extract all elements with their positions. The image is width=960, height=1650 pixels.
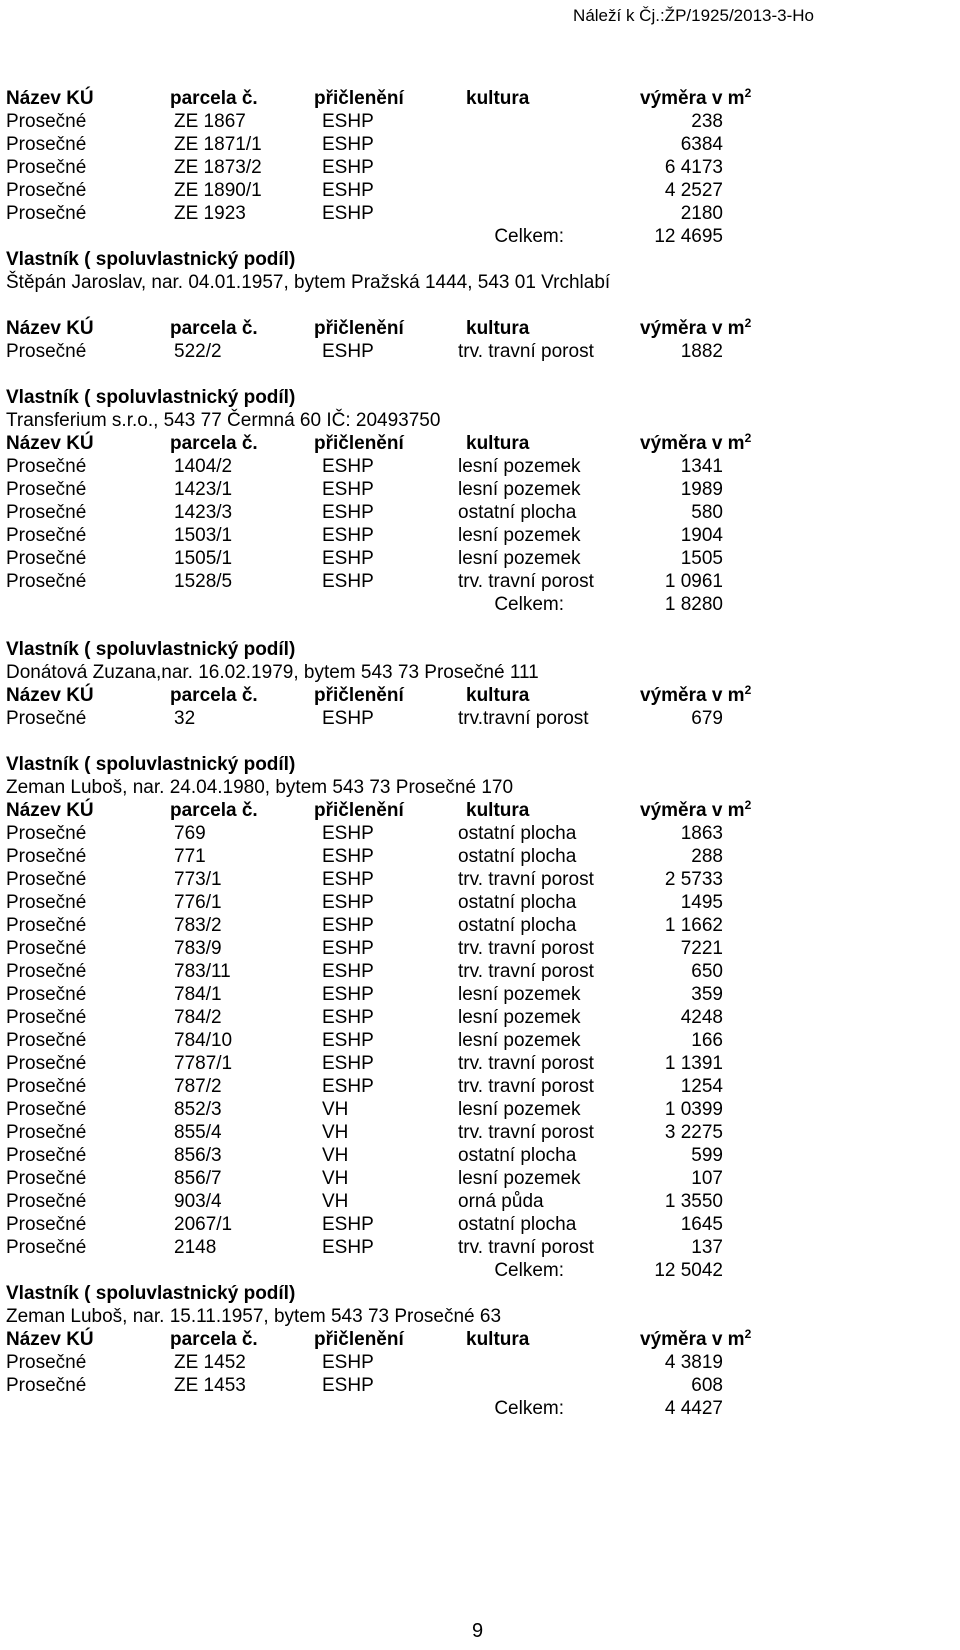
table-header <box>0 1328 960 1352</box>
cell-kultura: orná půda <box>458 1191 544 1212</box>
cell-vymera: 6384 <box>680 134 723 155</box>
cell-parcela: 856/3 <box>174 1145 222 1166</box>
cell-parcela: 784/2 <box>174 1007 222 1028</box>
cell-pricleneni: ESHP <box>322 341 374 362</box>
cell-kultura: lesní pozemek <box>458 479 581 500</box>
cell-vymera: 599 <box>691 1145 723 1166</box>
cell-pricleneni: ESHP <box>322 846 374 867</box>
cell-nazev-ku: Prosečné <box>6 134 87 155</box>
owner-heading-text: Vlastník ( spoluvlastnický podíl) <box>6 639 296 660</box>
header-kultura: kultura <box>466 800 530 821</box>
cell-nazev-ku: Prosečné <box>6 915 87 936</box>
cell-kultura: trv. travní porost <box>458 1076 594 1097</box>
header-vymera <box>640 317 751 342</box>
cell-kultura: trv. travní porost <box>458 1053 594 1074</box>
cell-kultura: lesní pozemek <box>458 1007 581 1028</box>
cell-pricleneni: VH <box>322 1145 349 1166</box>
cell-parcela: 771 <box>174 846 206 867</box>
cell-nazev-ku: Prosečné <box>6 1076 87 1097</box>
cell-parcela: ZE 1873/2 <box>174 157 262 178</box>
cell-kultura: lesní pozemek <box>458 1030 581 1051</box>
cell-vymera: 1495 <box>680 892 723 913</box>
cell-pricleneni: ESHP <box>322 479 374 500</box>
header-vymera-exponent: 2 <box>744 86 752 100</box>
table-row <box>0 1374 960 1398</box>
cell-kultura: lesní pozemek <box>458 525 581 546</box>
header-kultura: kultura <box>466 318 530 339</box>
cell-kultura: ostatní plocha <box>458 915 577 936</box>
total-value: 4 4427 <box>664 1398 723 1419</box>
header-pricleneni: přičlenění <box>314 318 404 339</box>
cell-nazev-ku: Prosečné <box>6 1122 87 1143</box>
cell-parcela: 787/2 <box>174 1076 222 1097</box>
cell-pricleneni: ESHP <box>322 111 374 132</box>
cell-vymera: 2180 <box>680 203 723 224</box>
cell-kultura: ostatní plocha <box>458 892 577 913</box>
cell-vymera: 166 <box>691 1030 723 1051</box>
cell-parcela: 1423/3 <box>174 502 233 523</box>
cell-pricleneni: VH <box>322 1122 349 1143</box>
cell-kultura: ostatní plocha <box>458 502 577 523</box>
cell-vymera: 1341 <box>680 456 723 477</box>
cell-parcela: ZE 1453 <box>174 1375 246 1396</box>
cell-vymera: 6 4173 <box>664 157 723 178</box>
header-vymera-label: výměra v m <box>640 685 745 706</box>
total-label: Celkem: <box>494 226 564 247</box>
cell-pricleneni: ESHP <box>322 1237 374 1258</box>
header-vymera <box>640 432 751 457</box>
cell-pricleneni: ESHP <box>322 1214 374 1235</box>
cell-vymera: 1645 <box>680 1214 723 1235</box>
cell-pricleneni: ESHP <box>322 134 374 155</box>
header-kultura: kultura <box>466 1329 530 1350</box>
table-row <box>0 1052 960 1076</box>
cell-vymera: 1 1391 <box>664 1053 723 1074</box>
cell-kultura: ostatní plocha <box>458 1214 577 1235</box>
cell-vymera: 1989 <box>680 479 723 500</box>
table-row <box>0 937 960 961</box>
cell-nazev-ku: Prosečné <box>6 1007 87 1028</box>
cell-parcela: 852/3 <box>174 1099 222 1120</box>
owner-heading <box>0 248 960 272</box>
cell-pricleneni: ESHP <box>322 1375 374 1396</box>
cell-pricleneni: ESHP <box>322 1053 374 1074</box>
table-row <box>0 1167 960 1191</box>
cell-pricleneni: ESHP <box>322 502 374 523</box>
total-row <box>0 593 960 617</box>
header-pricleneni: přičlenění <box>314 800 404 821</box>
cell-pricleneni: VH <box>322 1168 349 1189</box>
owner-heading <box>0 753 960 777</box>
header-parcela: parcela č. <box>170 1329 258 1350</box>
cell-kultura: trv. travní porost <box>458 961 594 982</box>
cell-vymera: 650 <box>691 961 723 982</box>
cell-kultura: trv. travní porost <box>458 1122 594 1143</box>
cell-nazev-ku: Prosečné <box>6 456 87 477</box>
header-pricleneni: přičlenění <box>314 1329 404 1350</box>
header-vymera <box>640 799 751 824</box>
cell-vymera: 1 1662 <box>664 915 723 936</box>
table-row <box>0 868 960 892</box>
cell-parcela: ZE 1452 <box>174 1352 246 1373</box>
reference-number: Náleží k Čj.:ŽP/1925/2013-3-Ho <box>573 6 814 25</box>
owner-heading-text: Vlastník ( spoluvlastnický podíl) <box>6 754 296 775</box>
cell-nazev-ku: Prosečné <box>6 157 87 178</box>
cell-vymera: 1 0399 <box>664 1099 723 1120</box>
cell-parcela: 783/11 <box>174 961 231 982</box>
header-vymera <box>640 1328 751 1353</box>
cell-parcela: 7787/1 <box>174 1053 233 1074</box>
total-label: Celkem: <box>494 1260 564 1281</box>
table-row <box>0 524 960 548</box>
cell-nazev-ku: Prosečné <box>6 1168 87 1189</box>
cell-pricleneni: ESHP <box>322 1007 374 1028</box>
cell-vymera: 4 3819 <box>664 1352 723 1373</box>
cell-nazev-ku: Prosečné <box>6 938 87 959</box>
cell-vymera: 107 <box>691 1168 723 1189</box>
cell-vymera: 137 <box>691 1237 723 1258</box>
cell-pricleneni: ESHP <box>322 938 374 959</box>
cell-vymera: 288 <box>691 846 723 867</box>
header-nazev-ku: Název KÚ <box>6 433 94 454</box>
cell-parcela: 783/2 <box>174 915 222 936</box>
cell-kultura: lesní pozemek <box>458 1099 581 1120</box>
cell-nazev-ku: Prosečné <box>6 180 87 201</box>
header-parcela: parcela č. <box>170 433 258 454</box>
cell-vymera: 608 <box>691 1375 723 1396</box>
total-label: Celkem: <box>494 594 564 615</box>
owner-heading <box>0 638 960 662</box>
cell-parcela: 784/10 <box>174 1030 233 1051</box>
table-row <box>0 845 960 869</box>
owner-heading-text: Vlastník ( spoluvlastnický podíl) <box>6 387 296 408</box>
cell-parcela: 769 <box>174 823 206 844</box>
cell-parcela: 32 <box>174 708 196 729</box>
table-header <box>0 799 960 823</box>
table-row <box>0 707 960 731</box>
cell-parcela: 1505/1 <box>174 548 233 569</box>
header-nazev-ku: Název KÚ <box>6 1329 94 1350</box>
table-header <box>0 87 960 111</box>
cell-parcela: 1423/1 <box>174 479 233 500</box>
cell-nazev-ku: Prosečné <box>6 869 87 890</box>
cell-kultura: trv. travní porost <box>458 938 594 959</box>
cell-parcela: 2067/1 <box>174 1214 233 1235</box>
table-row <box>0 501 960 525</box>
table-row <box>0 891 960 915</box>
owner-details-text: Transferium s.r.o., 543 77 Čermná 60 IČ: 20493750 <box>6 410 441 431</box>
table-row <box>0 1098 960 1122</box>
table-header <box>0 317 960 341</box>
cell-pricleneni: ESHP <box>322 1076 374 1097</box>
cell-vymera: 2 5733 <box>664 869 723 890</box>
cell-nazev-ku: Prosečné <box>6 1145 87 1166</box>
cell-nazev-ku: Prosečné <box>6 571 87 592</box>
cell-nazev-ku: Prosečné <box>6 548 87 569</box>
cell-pricleneni: ESHP <box>322 548 374 569</box>
cell-nazev-ku: Prosečné <box>6 1214 87 1235</box>
cell-parcela: 2148 <box>174 1237 217 1258</box>
cell-pricleneni: ESHP <box>322 961 374 982</box>
cell-vymera: 1863 <box>680 823 723 844</box>
cell-pricleneni: ESHP <box>322 869 374 890</box>
cell-pricleneni: ESHP <box>322 1030 374 1051</box>
cell-nazev-ku: Prosečné <box>6 525 87 546</box>
total-row <box>0 1397 960 1421</box>
header-vymera-label: výměra v m <box>640 88 745 109</box>
header-nazev-ku: Název KÚ <box>6 88 94 109</box>
cell-kultura: trv.travní porost <box>458 708 589 729</box>
cell-nazev-ku: Prosečné <box>6 1191 87 1212</box>
cell-nazev-ku: Prosečné <box>6 203 87 224</box>
cell-pricleneni: ESHP <box>322 708 374 729</box>
table-row <box>0 570 960 594</box>
cell-pricleneni: VH <box>322 1099 349 1120</box>
table-row <box>0 983 960 1007</box>
owner-details-text: Štěpán Jaroslav, nar. 04.01.1957, bytem Pražská 1444, 543 01 Vrchlabí <box>6 272 611 293</box>
header-vymera-exponent: 2 <box>744 683 752 697</box>
cell-parcela: 522/2 <box>174 341 222 362</box>
header-parcela: parcela č. <box>170 318 258 339</box>
owner-details-text: Donátová Zuzana,nar. 16.02.1979, bytem 543 73 Prosečné 111 <box>6 662 539 683</box>
cell-vymera: 359 <box>691 984 723 1005</box>
cell-kultura: trv. travní porost <box>458 869 594 890</box>
header-nazev-ku: Název KÚ <box>6 318 94 339</box>
cell-parcela: 1528/5 <box>174 571 233 592</box>
table-row <box>0 1351 960 1375</box>
cell-parcela: ZE 1890/1 <box>174 180 262 201</box>
table-row <box>0 1213 960 1237</box>
header-vymera-exponent: 2 <box>744 316 752 330</box>
cell-parcela: ZE 1867 <box>174 111 246 132</box>
total-row <box>0 225 960 249</box>
total-row <box>0 1259 960 1283</box>
header-vymera <box>640 87 751 112</box>
cell-nazev-ku: Prosečné <box>6 961 87 982</box>
header-pricleneni: přičlenění <box>314 433 404 454</box>
table-row <box>0 1075 960 1099</box>
table-row <box>0 547 960 571</box>
cell-kultura: ostatní plocha <box>458 846 577 867</box>
table-row <box>0 1121 960 1145</box>
cell-parcela: 773/1 <box>174 869 222 890</box>
table-row <box>0 914 960 938</box>
header-kultura: kultura <box>466 433 530 454</box>
table-row <box>0 960 960 984</box>
cell-pricleneni: ESHP <box>322 892 374 913</box>
cell-parcela: 856/7 <box>174 1168 222 1189</box>
cell-nazev-ku: Prosečné <box>6 708 87 729</box>
cell-parcela: 903/4 <box>174 1191 222 1212</box>
cell-pricleneni: ESHP <box>322 525 374 546</box>
table-row <box>0 340 960 364</box>
cell-parcela: 1404/2 <box>174 456 233 477</box>
total-label: Celkem: <box>494 1398 564 1419</box>
page-number: 9 <box>472 1620 484 1642</box>
cell-kultura: trv. travní porost <box>458 341 594 362</box>
table-row <box>0 822 960 846</box>
header-vymera-label: výměra v m <box>640 318 745 339</box>
cell-kultura: lesní pozemek <box>458 984 581 1005</box>
table-row <box>0 478 960 502</box>
cell-parcela: 776/1 <box>174 892 222 913</box>
cell-parcela: 783/9 <box>174 938 222 959</box>
cell-vymera: 4248 <box>680 1007 723 1028</box>
owner-details <box>0 776 960 800</box>
cell-vymera: 4 2527 <box>664 180 723 201</box>
cell-pricleneni: ESHP <box>322 203 374 224</box>
owner-heading <box>0 386 960 410</box>
cell-vymera: 1 3550 <box>664 1191 723 1212</box>
header-vymera-exponent: 2 <box>744 798 752 812</box>
header-vymera-exponent: 2 <box>744 431 752 445</box>
header-nazev-ku: Název KÚ <box>6 685 94 706</box>
table-row <box>0 1144 960 1168</box>
cell-parcela: 855/4 <box>174 1122 222 1143</box>
cell-kultura: lesní pozemek <box>458 456 581 477</box>
cell-nazev-ku: Prosečné <box>6 1030 87 1051</box>
cell-nazev-ku: Prosečné <box>6 502 87 523</box>
table-row <box>0 110 960 134</box>
total-value: 12 5042 <box>654 1260 723 1281</box>
cell-vymera: 1882 <box>680 341 723 362</box>
cell-nazev-ku: Prosečné <box>6 1352 87 1373</box>
header-kultura: kultura <box>466 88 530 109</box>
table-row <box>0 156 960 180</box>
table-row <box>0 179 960 203</box>
table-row <box>0 1029 960 1053</box>
cell-pricleneni: ESHP <box>322 915 374 936</box>
cell-parcela: ZE 1923 <box>174 203 246 224</box>
total-value: 1 8280 <box>664 594 723 615</box>
table-header <box>0 432 960 456</box>
cell-pricleneni: ESHP <box>322 157 374 178</box>
table-row <box>0 133 960 157</box>
cell-nazev-ku: Prosečné <box>6 1099 87 1120</box>
header-vymera <box>640 684 751 709</box>
header-vymera-label: výměra v m <box>640 433 745 454</box>
owner-heading-text: Vlastník ( spoluvlastnický podíl) <box>6 1283 296 1304</box>
header-vymera-label: výměra v m <box>640 1329 745 1350</box>
cell-vymera: 1 0961 <box>664 571 723 592</box>
header-parcela: parcela č. <box>170 88 258 109</box>
table-row <box>0 1236 960 1260</box>
owner-details-text: Zeman Luboš, nar. 24.04.1980, bytem 543 73 Prosečné 170 <box>6 777 514 798</box>
header-kultura: kultura <box>466 685 530 706</box>
cell-kultura: lesní pozemek <box>458 548 581 569</box>
cell-nazev-ku: Prosečné <box>6 111 87 132</box>
cell-pricleneni: ESHP <box>322 984 374 1005</box>
cell-nazev-ku: Prosečné <box>6 1375 87 1396</box>
cell-nazev-ku: Prosečné <box>6 823 87 844</box>
cell-nazev-ku: Prosečné <box>6 984 87 1005</box>
cell-parcela: 784/1 <box>174 984 222 1005</box>
owner-details <box>0 271 960 295</box>
cell-vymera: 679 <box>691 708 723 729</box>
cell-nazev-ku: Prosečné <box>6 1053 87 1074</box>
cell-vymera: 1254 <box>680 1076 723 1097</box>
cell-pricleneni: ESHP <box>322 456 374 477</box>
header-nazev-ku: Název KÚ <box>6 800 94 821</box>
cell-kultura: ostatní plocha <box>458 823 577 844</box>
header-vymera-exponent: 2 <box>744 1327 752 1341</box>
cell-vymera: 7221 <box>680 938 723 959</box>
cell-pricleneni: ESHP <box>322 180 374 201</box>
owner-heading <box>0 1282 960 1306</box>
header-parcela: parcela č. <box>170 800 258 821</box>
header-pricleneni: přičlenění <box>314 685 404 706</box>
header-pricleneni: přičlenění <box>314 88 404 109</box>
cell-vymera: 1505 <box>680 548 723 569</box>
table-row <box>0 202 960 226</box>
owner-details <box>0 1305 960 1329</box>
cell-pricleneni: ESHP <box>322 571 374 592</box>
cell-vymera: 1904 <box>680 525 723 546</box>
table-row <box>0 1190 960 1214</box>
owner-heading-text: Vlastník ( spoluvlastnický podíl) <box>6 249 296 270</box>
table-row <box>0 455 960 479</box>
cell-vymera: 580 <box>691 502 723 523</box>
cell-parcela: 1503/1 <box>174 525 233 546</box>
table-row <box>0 1006 960 1030</box>
header-vymera-label: výměra v m <box>640 800 745 821</box>
cell-nazev-ku: Prosečné <box>6 892 87 913</box>
cell-kultura: trv. travní porost <box>458 571 594 592</box>
cell-kultura: trv. travní porost <box>458 1237 594 1258</box>
cell-pricleneni: VH <box>322 1191 349 1212</box>
cell-parcela: ZE 1871/1 <box>174 134 262 155</box>
cell-pricleneni: ESHP <box>322 823 374 844</box>
cell-nazev-ku: Prosečné <box>6 1237 87 1258</box>
cell-nazev-ku: Prosečné <box>6 479 87 500</box>
cell-kultura: ostatní plocha <box>458 1145 577 1166</box>
owner-details <box>0 661 960 685</box>
cell-kultura: lesní pozemek <box>458 1168 581 1189</box>
owner-details-text: Zeman Luboš, nar. 15.11.1957, bytem 543 73 Prosečné 63 <box>6 1306 502 1327</box>
cell-pricleneni: ESHP <box>322 1352 374 1373</box>
cell-nazev-ku: Prosečné <box>6 846 87 867</box>
cell-vymera: 238 <box>691 111 723 132</box>
total-value: 12 4695 <box>654 226 723 247</box>
table-header <box>0 684 960 708</box>
cell-vymera: 3 2275 <box>664 1122 723 1143</box>
owner-details <box>0 409 960 433</box>
header-parcela: parcela č. <box>170 685 258 706</box>
cell-nazev-ku: Prosečné <box>6 341 87 362</box>
